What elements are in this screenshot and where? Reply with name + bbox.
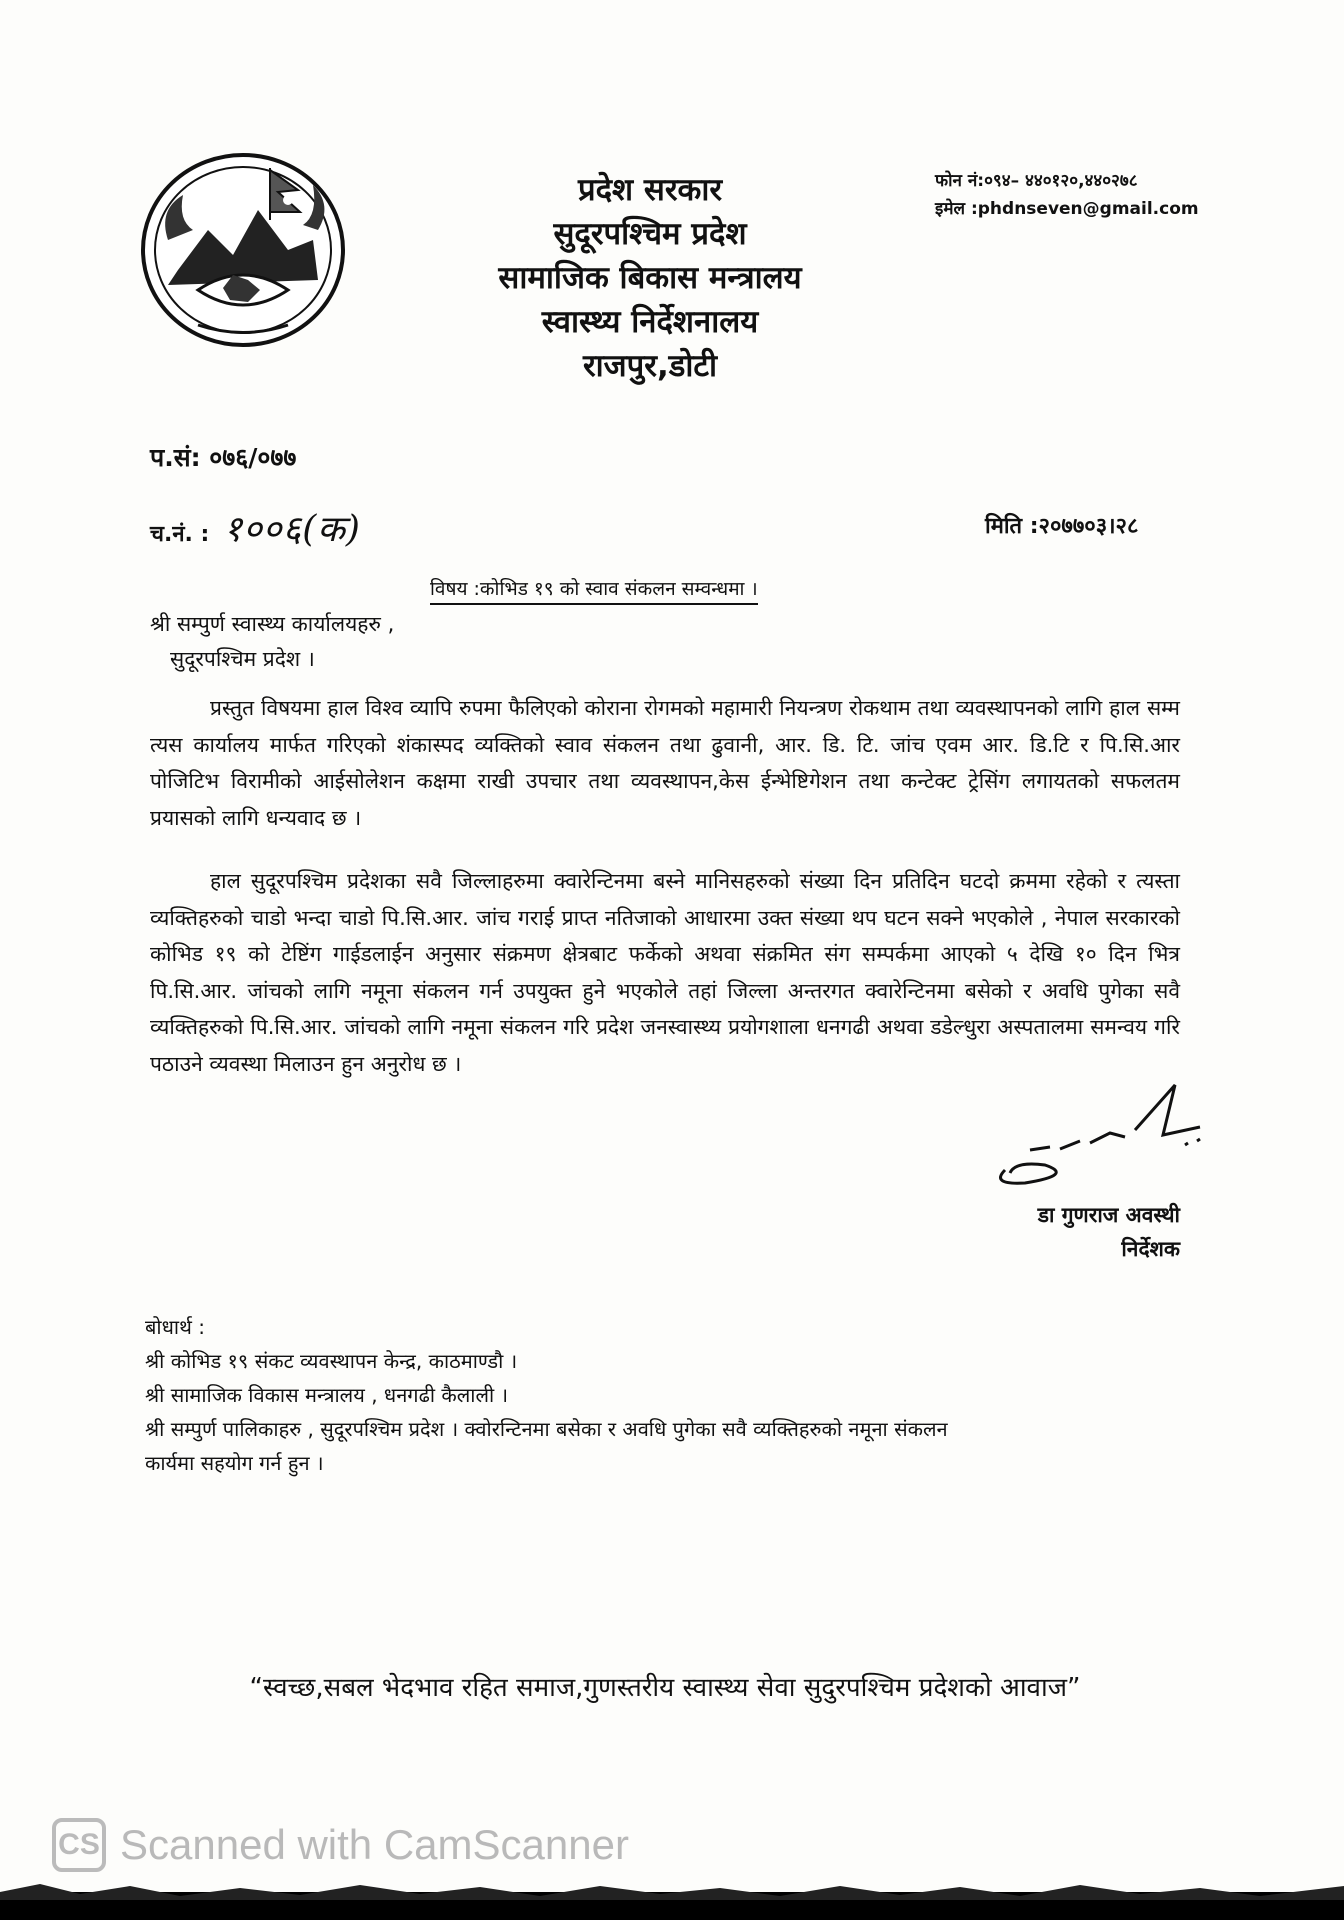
dispatch-number — [150, 503, 361, 552]
body-paragraph-1 — [150, 690, 1180, 836]
dispatch-label: च.नं. : — [150, 522, 210, 547]
scan-bottom-edge — [0, 1880, 1344, 1920]
contact-email: इमेल :phdnseven@gmail.com — [935, 199, 1199, 219]
header-line-province: सुदूरपश्चिम प्रदेश — [553, 216, 747, 252]
letter-date: मिति :२०७७०३।२८ — [985, 514, 1139, 539]
cc-line-4: कार्यमा सहयोग गर्न हुन । — [145, 1451, 324, 1475]
header-line-directorate: स्वास्थ्य निर्देशनालय — [541, 304, 759, 340]
contact-block — [935, 167, 1199, 223]
recipient-line-2: सुदूरपश्चिम प्रदेश । — [170, 647, 315, 671]
cc-line-1: श्री कोभिड १९ संकट व्यवस्थापन केन्द्र, काठमाण्डौ । — [145, 1349, 518, 1373]
cc-line-2: श्री सामाजिक विकास मन्त्रालय , धनगढी कैलाली । — [145, 1383, 509, 1407]
signer-name: डा गुणराज अवस्थी — [1037, 1203, 1180, 1227]
contact-phone: फोन नं:०९४– ४४०१२०,४४०२७८ — [935, 171, 1138, 191]
header-line-ministry: सामाजिक बिकास मन्त्रालय — [498, 260, 802, 296]
header-line-address: राजपुर,डोटी — [582, 348, 718, 384]
cc-line-3: श्री सम्पुर्ण पालिकाहरु , सुदूरपश्चिम प्रदेश । क्वोरन्टिनमा बसेका र अवधि पुगेका सवै व्यक्तिहरुको नमूना संकलन — [145, 1417, 948, 1441]
cc-heading: बोधार्थ : — [145, 1315, 205, 1339]
camscanner-watermark — [52, 1818, 629, 1872]
body-paragraph-1-text: प्रस्तुत विषयमा हाल विश्व व्यापि रुपमा फैलिएको कोराना रोगमको महामारी नियन्त्रण रोकथाम तथा व्यवस्थापनको लागि हाल सम्म त्यस कार्यालय मार्फत गरिएको शंकास्पद व्यक्तिको स्वाव संकलन तथा ढुवानी, आर. डि. टि. जांच एवम आर. डि.टि र पि.सि.आर पोजिटिभ विरामीको आईसोलेशन कक्षमा राखी उपचार तथा व्यवस्थापन,केस ईन्भेष्टिगेशन तथा कन्टेक्ट ट्रेसिंग लगायतको सफलतम प्रयासको लागि धन्यवाद छ । — [150, 696, 1180, 830]
signer-title: निर्देशक — [1121, 1237, 1180, 1261]
letter-subject: विषय :कोभिड १९ को स्वाव संकलन सम्वन्धमा । — [430, 575, 758, 605]
footer-motto: “स्वच्छ,सबल भेदभाव रहित समाज,गुणस्तरीय स्वास्थ्य सेवा सुदुरपश्चिम प्रदेशको आवाज” — [249, 1673, 1081, 1703]
camscanner-logo-icon: CS — [52, 1818, 106, 1872]
body-paragraph-2-text: हाल सुदूरपश्चिम प्रदेशका सवै जिल्लाहरुमा क्वारेन्टिनमा बस्ने मानिसहरुको संख्या दिन प्रतिदिन घटदो क्रममा रहेको र त्यस्ता व्यक्तिहरुको चाडो भन्दा चाडो पि.सि.आर. जांच गराई प्राप्त नतिजाको आधारमा उक्त संख्या थप घटन सक्ने भएकोले , नेपाल सरकारको कोभिड १९ को टेष्टिंग गाईडलाईन अनुसार संक्रमण क्षेत्रबाट फर्केको अथवा संक्रमित संग सम्पर्कमा आएको ५ देखि १० दिन भित्र पि.सि.आर. जांचको लागि नमूना संकलन गर्न उपयुक्त हुने भएकोले तहां जिल्ला अन्तरगत क्वारेन्टिनमा बसेको र अवधि पुगेका सवै व्यक्तिहरुको पि.सि.आर. जांचको लागि नमूना संकलन गरि प्रदेश जनस्वास्थ्य प्रयोगशाला धनगढी अथवा डडेल्धुरा अस्पतालमा समन्वय गरि पठाउने व्यवस्था मिलाउन हुन अनुरोध छ । — [150, 869, 1180, 1076]
government-seal-emblem — [138, 150, 348, 350]
handwritten-signature — [985, 1075, 1215, 1195]
signer-block — [990, 1198, 1180, 1266]
recipient-block — [150, 607, 394, 677]
letterhead-title — [420, 168, 880, 388]
body-paragraph-2 — [150, 863, 1180, 1082]
camscanner-text: Scanned with CamScanner — [120, 1821, 629, 1868]
dispatch-value-handwritten: १००६(क) — [223, 509, 361, 550]
cc-block — [145, 1310, 948, 1480]
recipient-line-1: श्री सम्पुर्ण स्वास्थ्य कार्यालयहरु , — [150, 612, 395, 636]
letter-reference-number: प.सं: ०७६/०७७ — [150, 443, 297, 472]
header-line-government: प्रदेश सरकार — [577, 172, 723, 208]
